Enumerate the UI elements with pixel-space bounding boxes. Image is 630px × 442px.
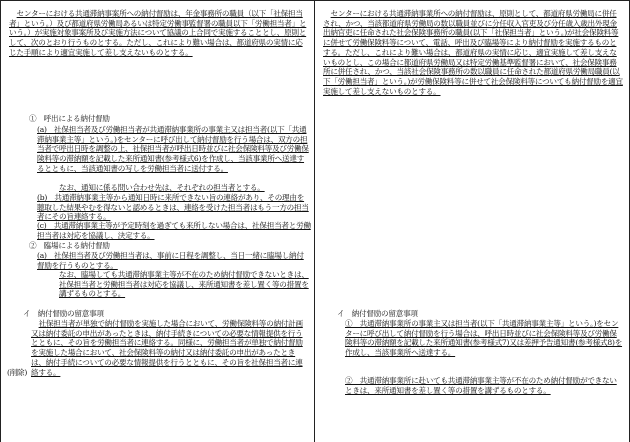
left-sec2-item-a: (a) 社保担当者及び労働担当者は、事前に日程を調整し、当日一緒に臨場し納付督励を行うものとする。: [37, 251, 304, 270]
left-intro-paragraph: センターにおける共通滞納事案所への納付督励は、年金事務所の職員（以下「社保担当者」という。）及び都道府県労働局あるいは特定労働事監督署の職員以下「労働担当者」という。）が実施対象事案所及び実施方法について協議の上合同で実施することとし、原則として、次のとおり行うものとする。ただし、これにより難い場合は、都道府県の実情に応じた手順により適宜実施して差し支えないものとする。: [9, 9, 307, 57]
left-sec1-item-b: (b) 共通滞納事業主等から通知日時に来所できない旨の連絡があり、その理由を聴取した結果やむを得ないと認めるときは、連絡を受けた担当者はもう一方の担当者にその旨連絡する。: [37, 193, 309, 222]
right-column: [315, 1, 630, 442]
left-sec1-item-a-note: なお、通知に係る問い合わせ先は、それぞれの担当者とする。: [59, 183, 265, 192]
left-sec1-item-c: (c) 共通滞納事業主等が予定時刻を過ぎても来所しない場合は、社保担当者と労働担当者は対応を協議し、決定する。: [37, 221, 311, 240]
left-sec2-heading: ② 臨場による納付督励: [29, 241, 110, 250]
left-column: [0, 1, 315, 442]
right-notes-heading: イ 納付督励の留意事項: [337, 309, 418, 318]
left-sec2-item-a-note: なお、臨場しても共通滞納事業主等が不在のため納付督励できないときは、社保担当者と労働担当者は対応を協議し、来所通知書を差し置く等の措置を講ずるものとする。: [59, 270, 309, 299]
left-deleted-marker: (削除): [7, 368, 28, 377]
left-sec1-heading: ① 呼出による納付督励: [29, 114, 110, 123]
left-notes-body: 社保担当者が単独で納付督励を実施した場合において、労働保険料等の納付計画又は納付委託の申出があったときは、納付手続きについての必要な情報提供を行うとともに、その旨を労働担当者に連絡する。同様に、労働担当者が単独で納付督励を実施した場合において、社会保険料等の納付又は納付委託の申出があったときは、納付手続についての必要な情報提供を行うとともに、その旨を社保担当者に連絡する。: [31, 319, 303, 377]
right-intro-paragraph: センターにおける共通滞納事業所への納付督励は、原則として、都道府県労働局に併任され、かつ、当該都道府県労働局の数以職員並びに分任収入官吏及び分任歳入歳出外現金出納官吏に任命された社会保険事務所の職員(以下「社保担当者」という。)が社会保険料等に併せて労働保険料等について、電話、呼出及び臨場等により納付督励を実施するものとする。ただし、これにより難い場合は、都道府県の実情に応じ、適宜実施して差し支えないものとし、この場合に都道府県労働局又は特定労働基準監督署において、社会保険事務所に併任され、かつ、当該社会保険事務所の数以職員に任命された都道府県労働局職員(以下「労働担当者」という。)が労働保険料等に併せて社会保険料等についても納付督励を適宜実施して差し支えないものとする。: [323, 9, 623, 96]
left-notes-heading: イ 納付督励の留意事項: [23, 309, 104, 318]
right-notes-item-2: ② 共通滞納事業所に赴いても共通滞納事業主等が不在のため納付督励ができないときは、来所通知書を差し置く等の措置を講ずるものとする。: [345, 376, 617, 395]
left-sec1-item-a: (a) 社保担当者及び労働担当者が共通滞納事業所の事業主又は担当者(以下「共通滞納事業主等」という。)をセンターに呼び出して納付督励を行う場合は、双方の担当者で呼出日時を調整の上、社保担当者が呼出日時並びに社会保険料等及び労働保険料等の滞納額を記載した来所通知書(参考様式6)を作成し、当該事業所へ送達するとともに、当該通知書の写しを労働担当者に送付する。: [37, 125, 309, 173]
right-notes-item-1: ① 共通滞納事業所の事業主又は担当者(以下「共通滞納事業主等」という。)をセンターに呼び出して納付督励を行う場合は、呼出日時並びに社会保険料等及び労働保険料等の滞納額を記載した来所通知書(参考様式7)又は差押予告通知書(参考様式8)を作成し、当該事業所へ送達する。: [345, 319, 623, 358]
